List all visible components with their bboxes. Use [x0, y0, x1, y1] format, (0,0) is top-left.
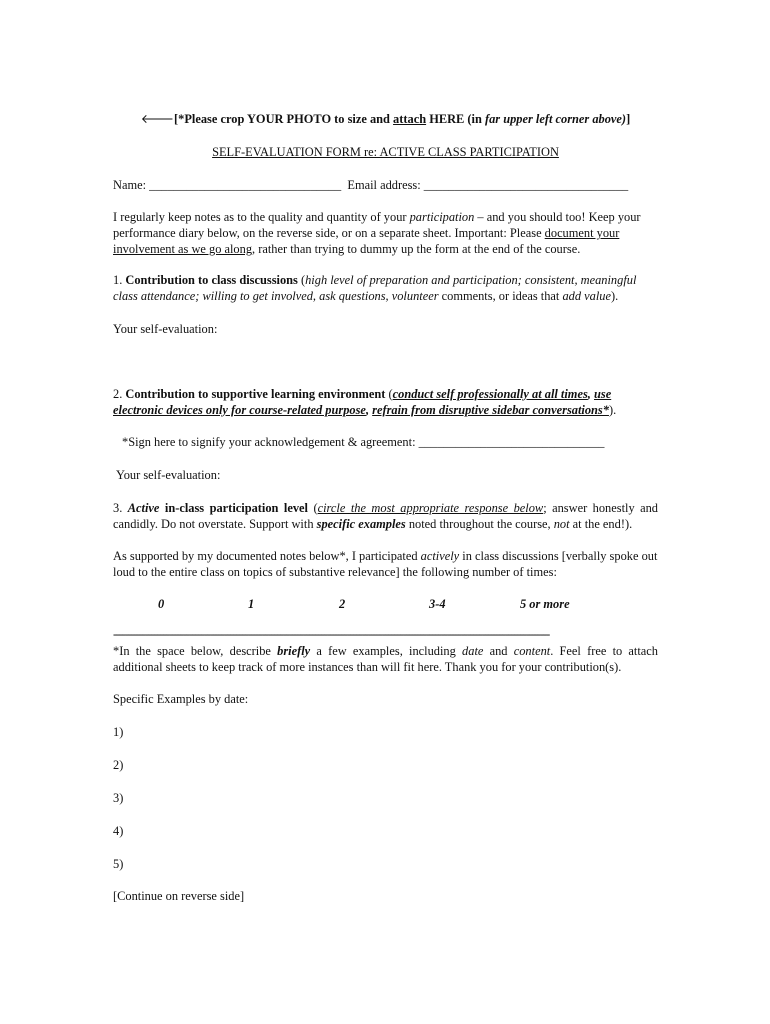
section-2-number: 2.: [113, 387, 126, 401]
example-item: 5): [113, 857, 124, 871]
supported-text-1: As supported by my documented notes below*, I participated: [113, 549, 421, 563]
section-3-active: Active: [127, 501, 160, 515]
intro-text-2: – and you should too! Keep your performance diary below, on the reverse side, or on a separate sheet. Important: Please: [113, 210, 641, 240]
supported-text-2: in class discussions [verbally spoke out loud to the entire class on topics of substantive relevance] the following number of times:: [113, 549, 658, 579]
dashed-divider: -----------------------------------------------------------------------------------------------------------------------------------------------------: [113, 627, 550, 641]
section-1-text-1: (: [297, 273, 306, 287]
photo-instruction-text-1: [*Please crop YOUR PHOTO to size and: [174, 112, 394, 126]
name-email-row: [113, 177, 658, 193]
supported-paragraph: [113, 548, 658, 580]
photo-instruction: [113, 111, 658, 127]
examples-label: Specific Examples by date:: [113, 692, 249, 706]
example-item: 1): [113, 725, 124, 739]
rating-option-5-or-more[interactable]: 5 or more: [520, 597, 570, 611]
section-2-rule-2: use electronic devices only for course-related purpose: [113, 387, 612, 417]
name-field[interactable]: Name: _______________________________: [113, 178, 342, 192]
footnote-briefly: briefly: [277, 644, 311, 658]
form-title-text: SELF-EVALUATION FORM re: ACTIVE CLASS PARTICIPATION: [212, 145, 559, 159]
supported-actively: actively: [420, 549, 460, 563]
intro-text-1: I regularly keep notes as to the quality and quantity of your: [113, 210, 410, 224]
section-3-text-3: noted throughout the course,: [405, 517, 554, 531]
example-item: 3): [113, 791, 124, 805]
rating-option-0[interactable]: 0: [158, 597, 165, 611]
footnote-text-2: a few examples, including: [310, 644, 463, 658]
intro-text-3: , rather than trying to dummy up the form at the end of the course.: [252, 242, 581, 256]
section-3-text-1: (: [308, 501, 318, 515]
signature-line[interactable]: *Sign here to signify your acknowledgement & agreement: ______________________________: [122, 435, 605, 449]
self-evaluation-label-1: Your self-evaluation:: [113, 322, 218, 336]
section-1-heading: Contribution to class discussions: [125, 273, 298, 287]
photo-instruction-text-3: ]: [626, 112, 631, 126]
photo-location: far upper left corner above): [484, 112, 627, 126]
footnote-content: content: [513, 644, 551, 658]
section-1-number: 1.: [113, 273, 126, 287]
section-3: [113, 500, 658, 532]
intro-underlined: document your involvement as we go along: [113, 226, 620, 256]
section-3-circle-instruction: circle the most appropriate response below: [317, 501, 544, 515]
email-field[interactable]: Email address: _________________________________: [347, 178, 629, 192]
photo-instruction-text-2: HERE (in: [426, 112, 485, 126]
section-2-separator: ,: [365, 403, 373, 417]
section-2-text-2: ).: [608, 403, 617, 417]
footnote-paragraph: [113, 643, 658, 675]
example-item: 4): [113, 824, 124, 838]
intro-paragraph: [113, 209, 658, 257]
footnote-date: date: [462, 644, 484, 658]
section-2-heading: Contribution to supportive learning environment: [125, 387, 386, 401]
section-3-text-4: at the end!).: [569, 517, 633, 531]
section-1-criteria: high level of preparation and participation; consistent, meaningful class attendance; willing to get involved, ask questions, volunteer: [113, 273, 637, 303]
section-2-rule-3: refrain from disruptive sidebar conversations*: [372, 403, 609, 417]
rating-option-2[interactable]: 2: [339, 597, 346, 611]
section-3-number: 3.: [113, 501, 128, 515]
section-2-rule-1: conduct self professionally at all times: [392, 387, 588, 401]
section-3-not: not: [553, 517, 570, 531]
intro-participation: participation: [409, 210, 475, 224]
example-item: 2): [113, 758, 124, 772]
section-3-specific-examples: specific examples: [316, 517, 406, 531]
section-1-text-3: ).: [610, 289, 619, 303]
section-2-text-1: (: [385, 387, 393, 401]
footnote-text-3: and: [483, 644, 514, 658]
section-2-separator: ,: [587, 387, 594, 401]
form-title: [113, 144, 658, 160]
footnote-text-1: *In the space below, describe: [113, 644, 278, 658]
continue-note: [Continue on reverse side]: [113, 889, 245, 903]
section-3-text-2: ; answer honestly and candidly. Do not overstate. Support with: [113, 501, 659, 531]
left-arrow-icon: 🡐: [140, 112, 175, 126]
section-1: [113, 272, 658, 304]
section-3-heading: in-class participation level: [159, 501, 308, 515]
section-1-text-2: comments, or ideas that: [438, 289, 563, 303]
section-1-add-value: add value: [562, 289, 611, 303]
attach-word: attach: [393, 112, 427, 126]
section-2: [113, 386, 658, 418]
footnote-text-4: . Feel free to attach additional sheets to keep track of more instances than will fit here. Thank you for your contribution(s).: [113, 644, 659, 674]
rating-option-1[interactable]: 1: [248, 597, 255, 611]
self-evaluation-label-2: Your self-evaluation:: [116, 468, 221, 482]
rating-option-3-4[interactable]: 3-4: [429, 597, 446, 611]
